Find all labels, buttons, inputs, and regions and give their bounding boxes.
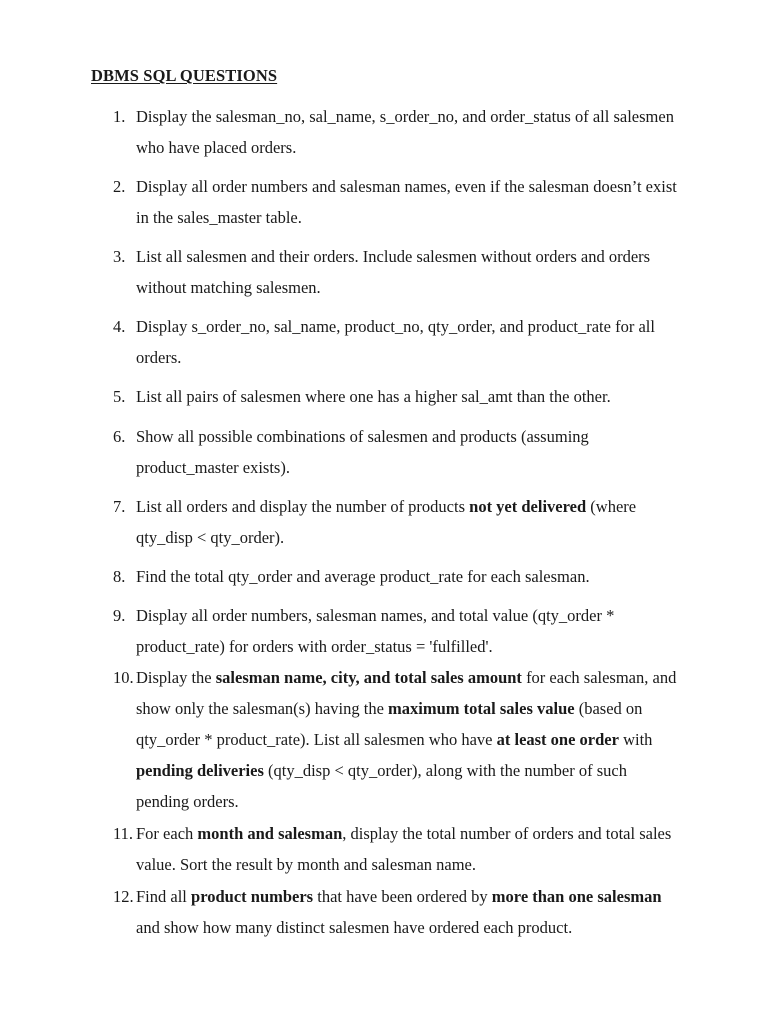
- bold-text-segment: more than one salesman: [491, 887, 662, 906]
- text-segment: Display the: [136, 668, 216, 687]
- bold-text-segment: pending deliveries: [136, 761, 264, 780]
- text-segment: List all salesmen and their orders. Include salesmen without orders and orders without matching salesmen.: [136, 247, 651, 297]
- text-segment: Find the total qty_order and average product_rate for each salesman.: [136, 567, 590, 586]
- question-text: [136, 600, 681, 662]
- text-segment: Find all: [136, 887, 192, 906]
- question-text: [136, 561, 681, 592]
- question-text: [136, 101, 681, 163]
- bold-text-segment: month and salesman: [197, 824, 343, 843]
- text-segment: (qty_disp < qty_order), along with the number of such pending orders.: [136, 761, 627, 811]
- text-segment: with: [618, 730, 653, 749]
- bold-text-segment: not yet delivered: [469, 497, 587, 516]
- text-segment: Display s_order_no, sal_name, product_no, qty_order, and product_rate for all orders.: [136, 317, 655, 367]
- text-segment: (based on qty_order * product_rate). List all salesmen who have: [136, 699, 643, 749]
- question-number: 5.: [113, 387, 126, 406]
- question-text: [136, 241, 681, 303]
- document-title: DBMS SQL QUESTIONS: [91, 66, 278, 85]
- text-segment: For each: [136, 824, 198, 843]
- question-text: [136, 381, 681, 412]
- text-segment: that have been ordered by: [313, 887, 492, 906]
- question-number: 2.: [113, 177, 126, 196]
- question-number: 4.: [113, 317, 126, 336]
- question-number: 12.: [113, 887, 134, 906]
- question-text: [136, 421, 681, 483]
- text-segment: , display the total number of orders and total sales value. Sort the result by month and salesman name.: [136, 824, 672, 874]
- text-segment: Show all possible combinations of salesmen and products (assuming product_master exists).: [136, 427, 589, 477]
- question-text: [136, 171, 681, 233]
- text-segment: and show how many distinct salesmen have ordered each product.: [136, 918, 573, 937]
- question-number: 6.: [113, 427, 126, 446]
- question-number: 3.: [113, 247, 126, 266]
- question-number: 8.: [113, 567, 126, 586]
- question-text: [136, 491, 681, 553]
- question-number: 11.: [113, 824, 134, 843]
- question-number: 7.: [113, 497, 126, 516]
- text-segment: List all orders and display the number of products: [136, 497, 470, 516]
- question-number: 9.: [113, 606, 126, 625]
- text-segment: List all pairs of salesmen where one has a higher sal_amt than the other.: [136, 387, 611, 406]
- question-number: 10.: [113, 668, 134, 687]
- question-text: [136, 881, 681, 943]
- question-number: 1.: [113, 107, 126, 126]
- bold-text-segment: salesman name, city, and total sales amount: [215, 668, 522, 687]
- question-text: [136, 818, 681, 880]
- question-text: [136, 311, 681, 373]
- text-segment: Display all order numbers, salesman names, and total value (qty_order * product_rate) for orders with order_status = 'fulfilled'.: [136, 606, 615, 656]
- text-segment: (where qty_disp < qty_order).: [136, 497, 637, 547]
- bold-text-segment: at least one order: [496, 730, 619, 749]
- text-segment: Display all order numbers and salesman names, even if the salesman doesn’t exist in the sales_master table.: [136, 177, 677, 227]
- bold-text-segment: maximum total sales value: [388, 699, 575, 718]
- text-segment: Display the salesman_no, sal_name, s_order_no, and order_status of all salesmen who have placed orders.: [136, 107, 674, 157]
- text-segment: for each salesman, and show only the salesman(s) having the: [136, 668, 677, 718]
- question-text: [136, 662, 681, 817]
- bold-text-segment: product numbers: [191, 887, 314, 906]
